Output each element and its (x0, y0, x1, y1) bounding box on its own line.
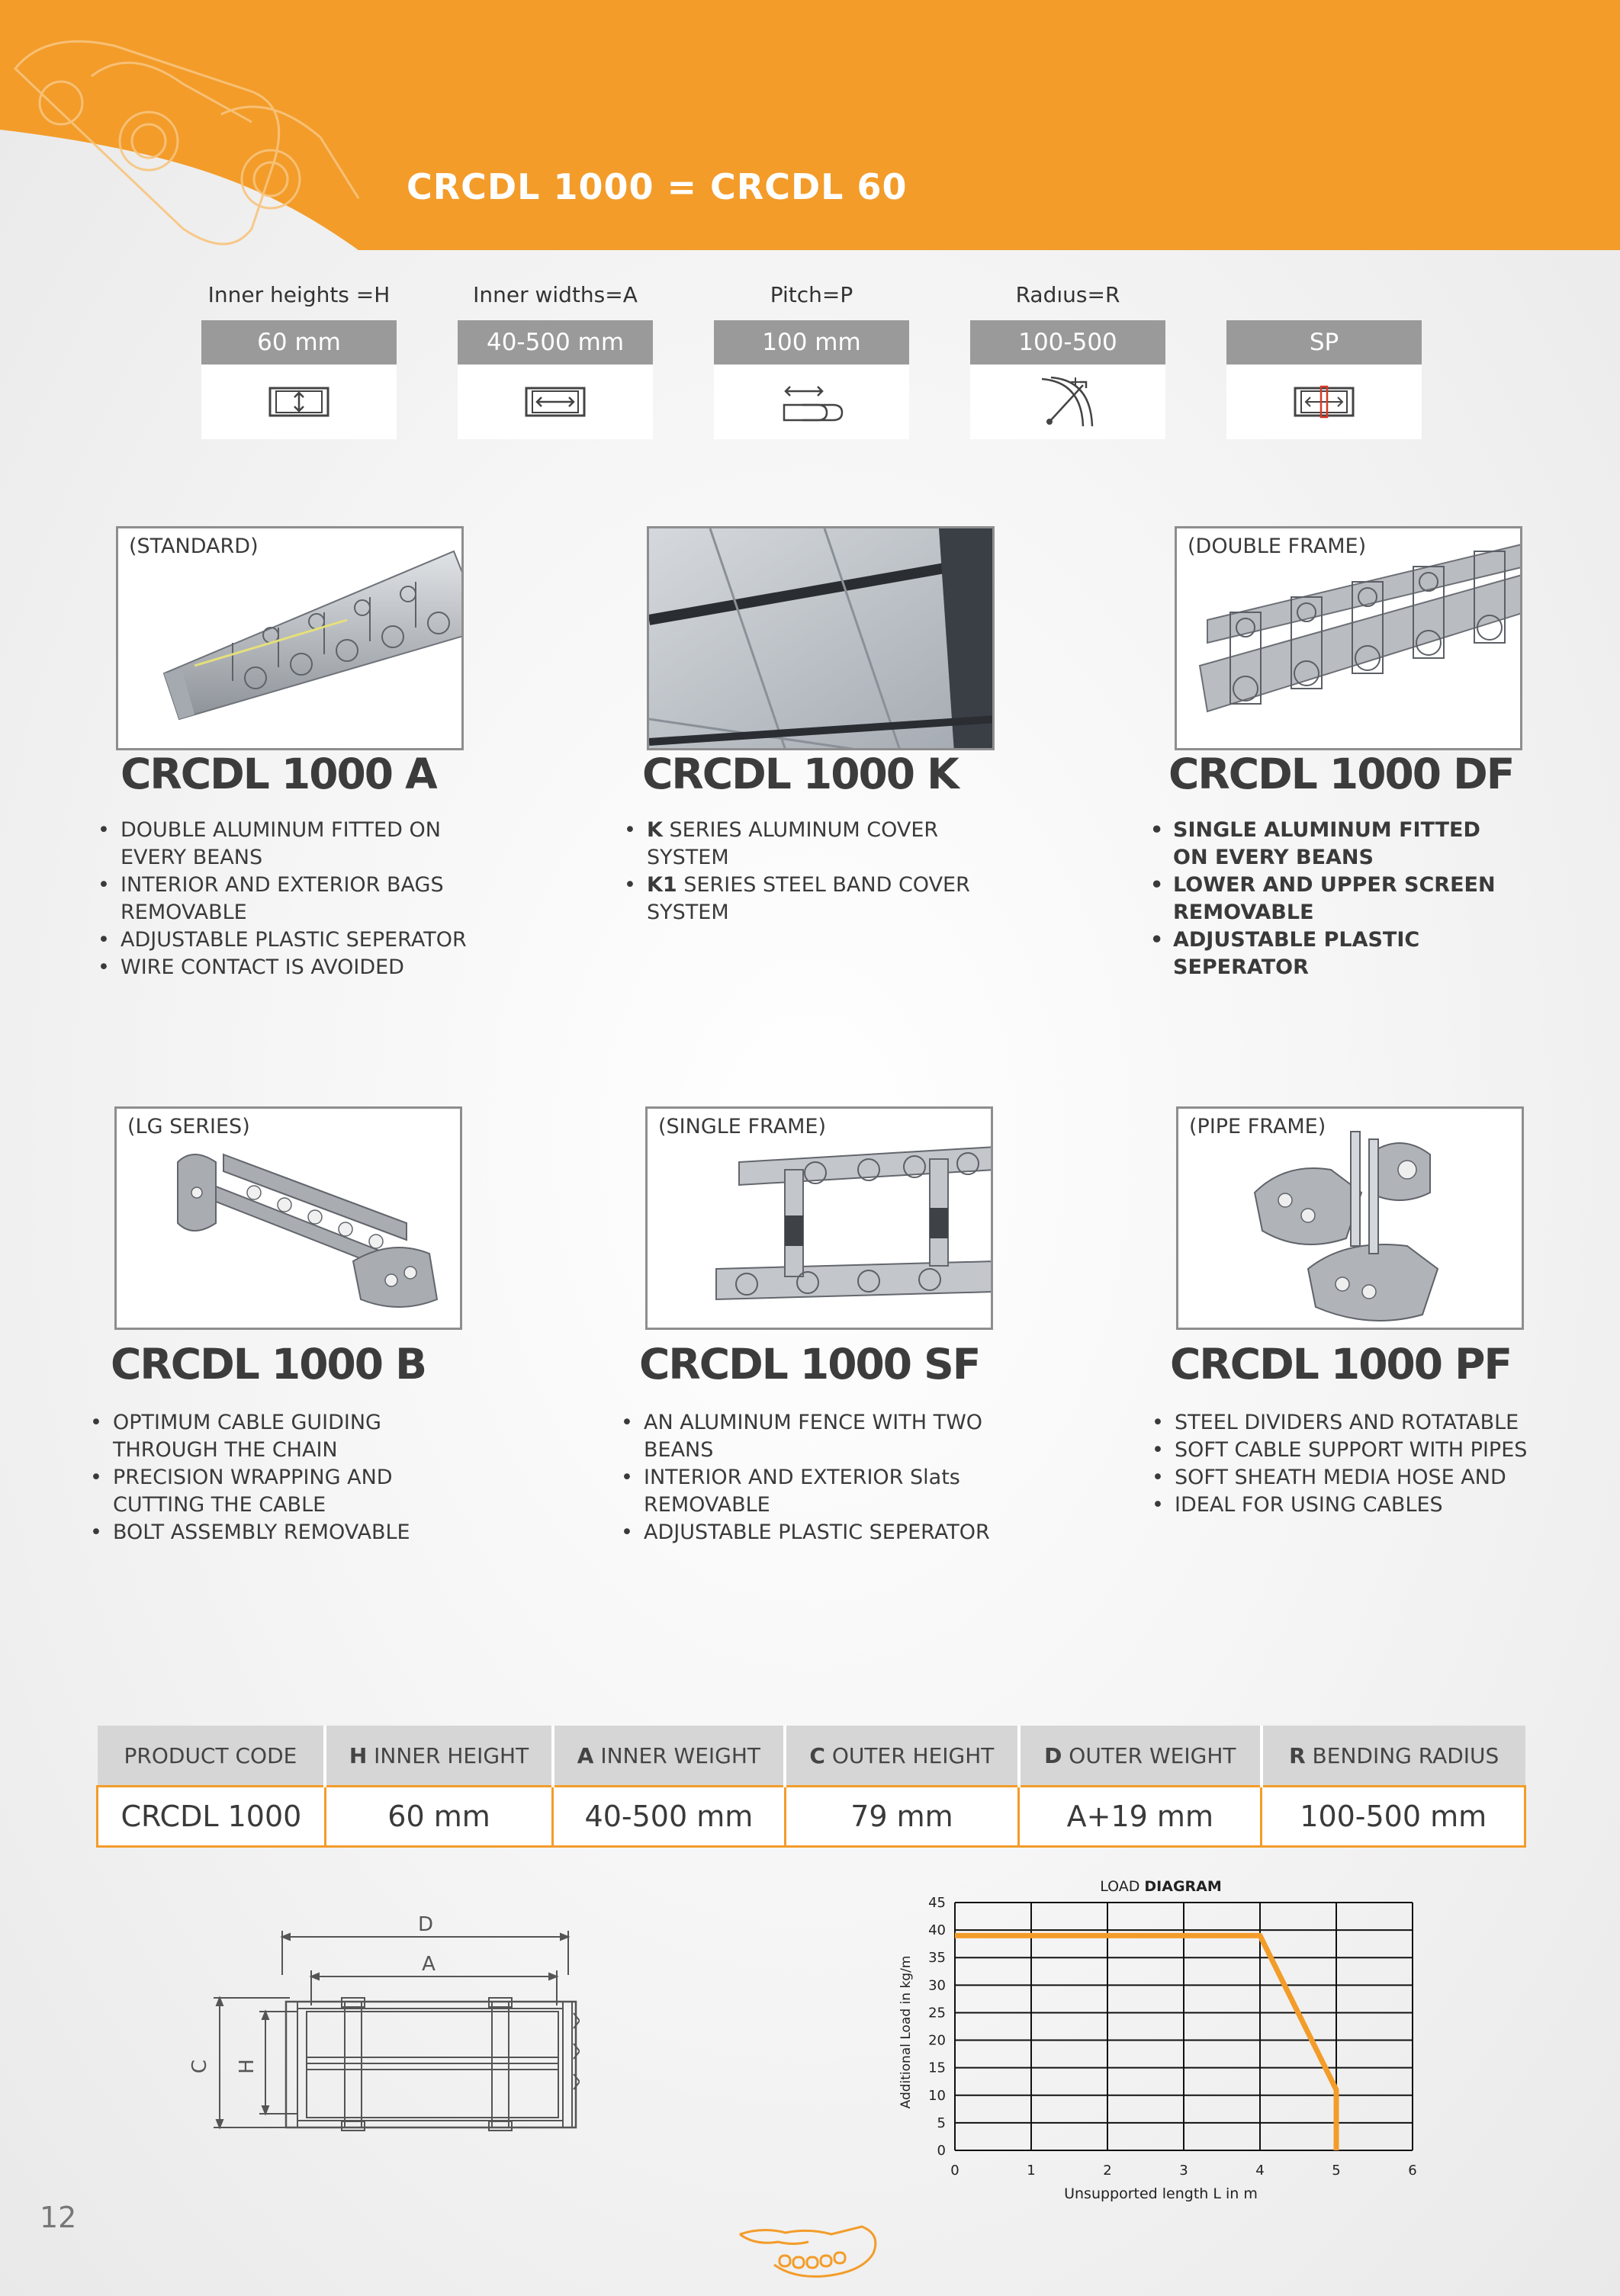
table-header-cell (325, 1726, 552, 1787)
table-header-row (98, 1726, 1525, 1787)
chart-grid (955, 1903, 1413, 2150)
spec-value: SP (1226, 320, 1422, 364)
product-name: CRCDL 1000 K (642, 750, 958, 798)
spec-value: 100 mm (714, 320, 909, 364)
chart-x-tick-label: 1 (1027, 2163, 1036, 2179)
spec-value: 60 mm (201, 320, 397, 364)
chart-x-tick-label: 6 (1408, 2163, 1417, 2179)
header-letter: H (349, 1742, 368, 1768)
chart-y-tick-label: 30 (928, 1977, 946, 1994)
product-feature-list (1150, 817, 1516, 981)
cable-chain-double-frame-image (1177, 528, 1522, 750)
chart-x-ticks (950, 2163, 1416, 2179)
spec-table (96, 1726, 1526, 1848)
header-text: BENDING RADIUS (1305, 1742, 1499, 1768)
product-caption: (STANDARD) (129, 535, 259, 558)
feature-item: • AN ALUMINUM FENCE WITH TWO BEANS (621, 1409, 1002, 1464)
table-cell: A+19 mm (1019, 1787, 1262, 1847)
header-background (0, 0, 1620, 252)
product-feature-list (1152, 1409, 1533, 1519)
load-diagram-chart (885, 1872, 1434, 2223)
table-cell: CRCDL 1000 (98, 1787, 326, 1847)
chart-title (1100, 1878, 1222, 1895)
product-name: CRCDL 1000 A (121, 750, 436, 798)
spec-label: Pitch=P (770, 282, 853, 307)
header-letter: A (577, 1742, 594, 1768)
product-feature-list (98, 817, 479, 981)
feature-item: • SOFT CABLE SUPPORT WITH PIPES (1152, 1437, 1533, 1464)
spec-value: 40-500 mm (458, 320, 653, 364)
header-letter: D (1044, 1742, 1062, 1768)
table-cell: 60 mm (325, 1787, 552, 1847)
chart-x-tick-label: 2 (1103, 2163, 1112, 2179)
feature-item: • INTERIOR AND EXTERIOR BAGS REMOVABLE (98, 872, 479, 926)
spec-inner-height (201, 282, 397, 439)
dimension-drawing (183, 1914, 580, 2143)
product-name: CRCDL 1000 PF (1170, 1340, 1512, 1389)
dim-label-a: A (422, 1953, 436, 1976)
header-text: OUTER HEIGHT (824, 1742, 995, 1768)
header-banner (0, 0, 1620, 252)
table-row (98, 1787, 1525, 1847)
spec-separator (1226, 282, 1422, 439)
chart-series-line (955, 1935, 1336, 2150)
header-text: PRODUCT CODE (124, 1742, 297, 1768)
chart-y-tick-label: 5 (937, 2115, 946, 2131)
feature-item: • BOLT ASSEMBLY REMOVABLE (90, 1519, 471, 1546)
pitch-icon (714, 364, 909, 439)
aluminum-cover-image (649, 528, 995, 750)
header-letter: R (1289, 1742, 1306, 1768)
table-header-cell (553, 1726, 785, 1787)
table-cell: 40-500 mm (553, 1787, 785, 1847)
feature-item: • SOFT SHEATH MEDIA HOSE AND (1152, 1464, 1533, 1492)
pipe-frame-bracket-image (1178, 1109, 1524, 1330)
product-feature-list (621, 1409, 1002, 1546)
feature-item: • DOUBLE ALUMINUM FITTED ON EVERY BEANS (98, 817, 479, 872)
feature-item-text: SERIES ALUMINUM COVER SYSTEM (647, 818, 939, 869)
header-text: INNER HEIGHT (367, 1742, 529, 1768)
header-text: OUTER WEIGHT (1062, 1742, 1236, 1768)
product-image-standard (116, 526, 464, 750)
product-caption: (LG SERIES) (127, 1115, 250, 1138)
chart-title-bold: DIAGRAM (1144, 1878, 1222, 1895)
table-header-cell (98, 1726, 326, 1787)
feature-item (624, 872, 990, 926)
feature-item-text: SERIES STEEL BAND COVER SYSTEM (647, 873, 970, 924)
cable-chain-single-frame-image (648, 1109, 993, 1330)
product-image-single-frame (645, 1106, 993, 1330)
spec-label: Inner widths=A (473, 282, 638, 307)
feature-item: • OPTIMUM CABLE GUIDING THROUGH THE CHAIN (90, 1409, 471, 1464)
dim-label-h: H (236, 2059, 259, 2074)
feature-item-code: K (647, 818, 663, 842)
chart-x-tick-label: 4 (1255, 2163, 1265, 2179)
feature-item: • STEEL DIVIDERS AND ROTATABLE (1152, 1409, 1533, 1437)
table-cell: 79 mm (785, 1787, 1019, 1847)
product-feature-list (90, 1409, 471, 1546)
chart-title-prefix: LOAD (1100, 1878, 1145, 1895)
product-image-lg-series (114, 1106, 462, 1330)
feature-item: • WIRE CONTACT IS AVOIDED (98, 954, 479, 981)
dim-label-c: C (188, 2059, 211, 2074)
feature-item (624, 817, 990, 872)
feature-item: • IDEAL FOR USING CABLES (1152, 1492, 1533, 1519)
spec-label: Inner heights =H (207, 282, 391, 307)
product-caption: (DOUBLE FRAME) (1188, 535, 1367, 558)
feature-item: • INTERIOR AND EXTERIOR Slats REMOVABLE (621, 1464, 1002, 1519)
chart-y-tick-label: 15 (928, 2060, 946, 2076)
spec-radius (970, 282, 1165, 439)
chart-y-tick-label: 40 (928, 1922, 946, 1939)
feature-item: • SINGLE ALUMINUM FITTED ON EVERY BEANS (1150, 817, 1516, 872)
separator-icon (1226, 364, 1422, 439)
table-cell: 100-500 mm (1262, 1787, 1525, 1847)
feature-item: • ADJUSTABLE PLASTIC SEPERATOR (98, 926, 479, 954)
header-letter: C (809, 1742, 825, 1768)
product-name: CRCDL 1000 DF (1168, 750, 1514, 798)
chart-x-label: Unsupported length L in m (1064, 2185, 1258, 2202)
feature-item: • ADJUSTABLE PLASTIC SEPERATOR (1150, 926, 1516, 981)
chart-y-tick-label: 0 (937, 2143, 946, 2159)
product-caption: (SINGLE FRAME) (658, 1115, 826, 1138)
product-feature-list (624, 817, 990, 926)
spec-pitch (714, 282, 909, 439)
product-name: CRCDL 1000 B (111, 1340, 426, 1389)
spec-inner-width (458, 282, 653, 439)
table-header-cell (1262, 1726, 1525, 1787)
inner-height-icon (201, 364, 397, 439)
feature-item: • LOWER AND UPPER SCREEN REMOVABLE (1150, 872, 1516, 926)
header-text: INNER WEIGHT (593, 1742, 761, 1768)
dim-label-d: D (417, 1914, 434, 1936)
page-number: 12 (40, 2201, 77, 2234)
product-image-cover (647, 526, 995, 750)
chart-x-tick-label: 5 (1332, 2163, 1341, 2179)
chart-y-tick-label: 10 (928, 2087, 946, 2104)
crocodile-logo-icon (732, 2211, 885, 2284)
feature-item: • PRECISION WRAPPING AND CUTTING THE CABLE (90, 1464, 471, 1519)
table-header-cell (1019, 1726, 1262, 1787)
chart-y-ticks (928, 1895, 946, 2159)
feature-item-code: K1 (647, 873, 677, 897)
chart-y-tick-label: 45 (928, 1895, 946, 1911)
chart-y-tick-label: 25 (928, 2005, 946, 2021)
feature-item: • ADJUSTABLE PLASTIC SEPERATOR (621, 1519, 1002, 1546)
chart-series (955, 1935, 1336, 2150)
chart-x-tick-label: 3 (1179, 2163, 1188, 2179)
spec-label: Radıus=R (1015, 282, 1120, 307)
chart-y-label: Additional Load in kg/m (898, 1955, 914, 2109)
product-image-double-frame (1175, 526, 1522, 750)
product-image-pipe-frame (1176, 1106, 1524, 1330)
chart-y-tick-label: 20 (928, 2032, 946, 2049)
table-header-cell (785, 1726, 1019, 1787)
spec-value: 100-500 (970, 320, 1165, 364)
radius-icon (970, 364, 1165, 439)
cable-chain-standard-image (118, 528, 464, 750)
inner-width-icon (458, 364, 653, 439)
chart-y-tick-label: 35 (928, 1950, 946, 1967)
product-caption: (PIPE FRAME) (1189, 1115, 1326, 1138)
lg-series-bracket-image (117, 1109, 462, 1330)
chart-x-tick-label: 0 (950, 2163, 959, 2179)
page-title: CRCDL 1000 = CRCDL 60 (407, 166, 908, 207)
product-name: CRCDL 1000 SF (639, 1340, 980, 1389)
